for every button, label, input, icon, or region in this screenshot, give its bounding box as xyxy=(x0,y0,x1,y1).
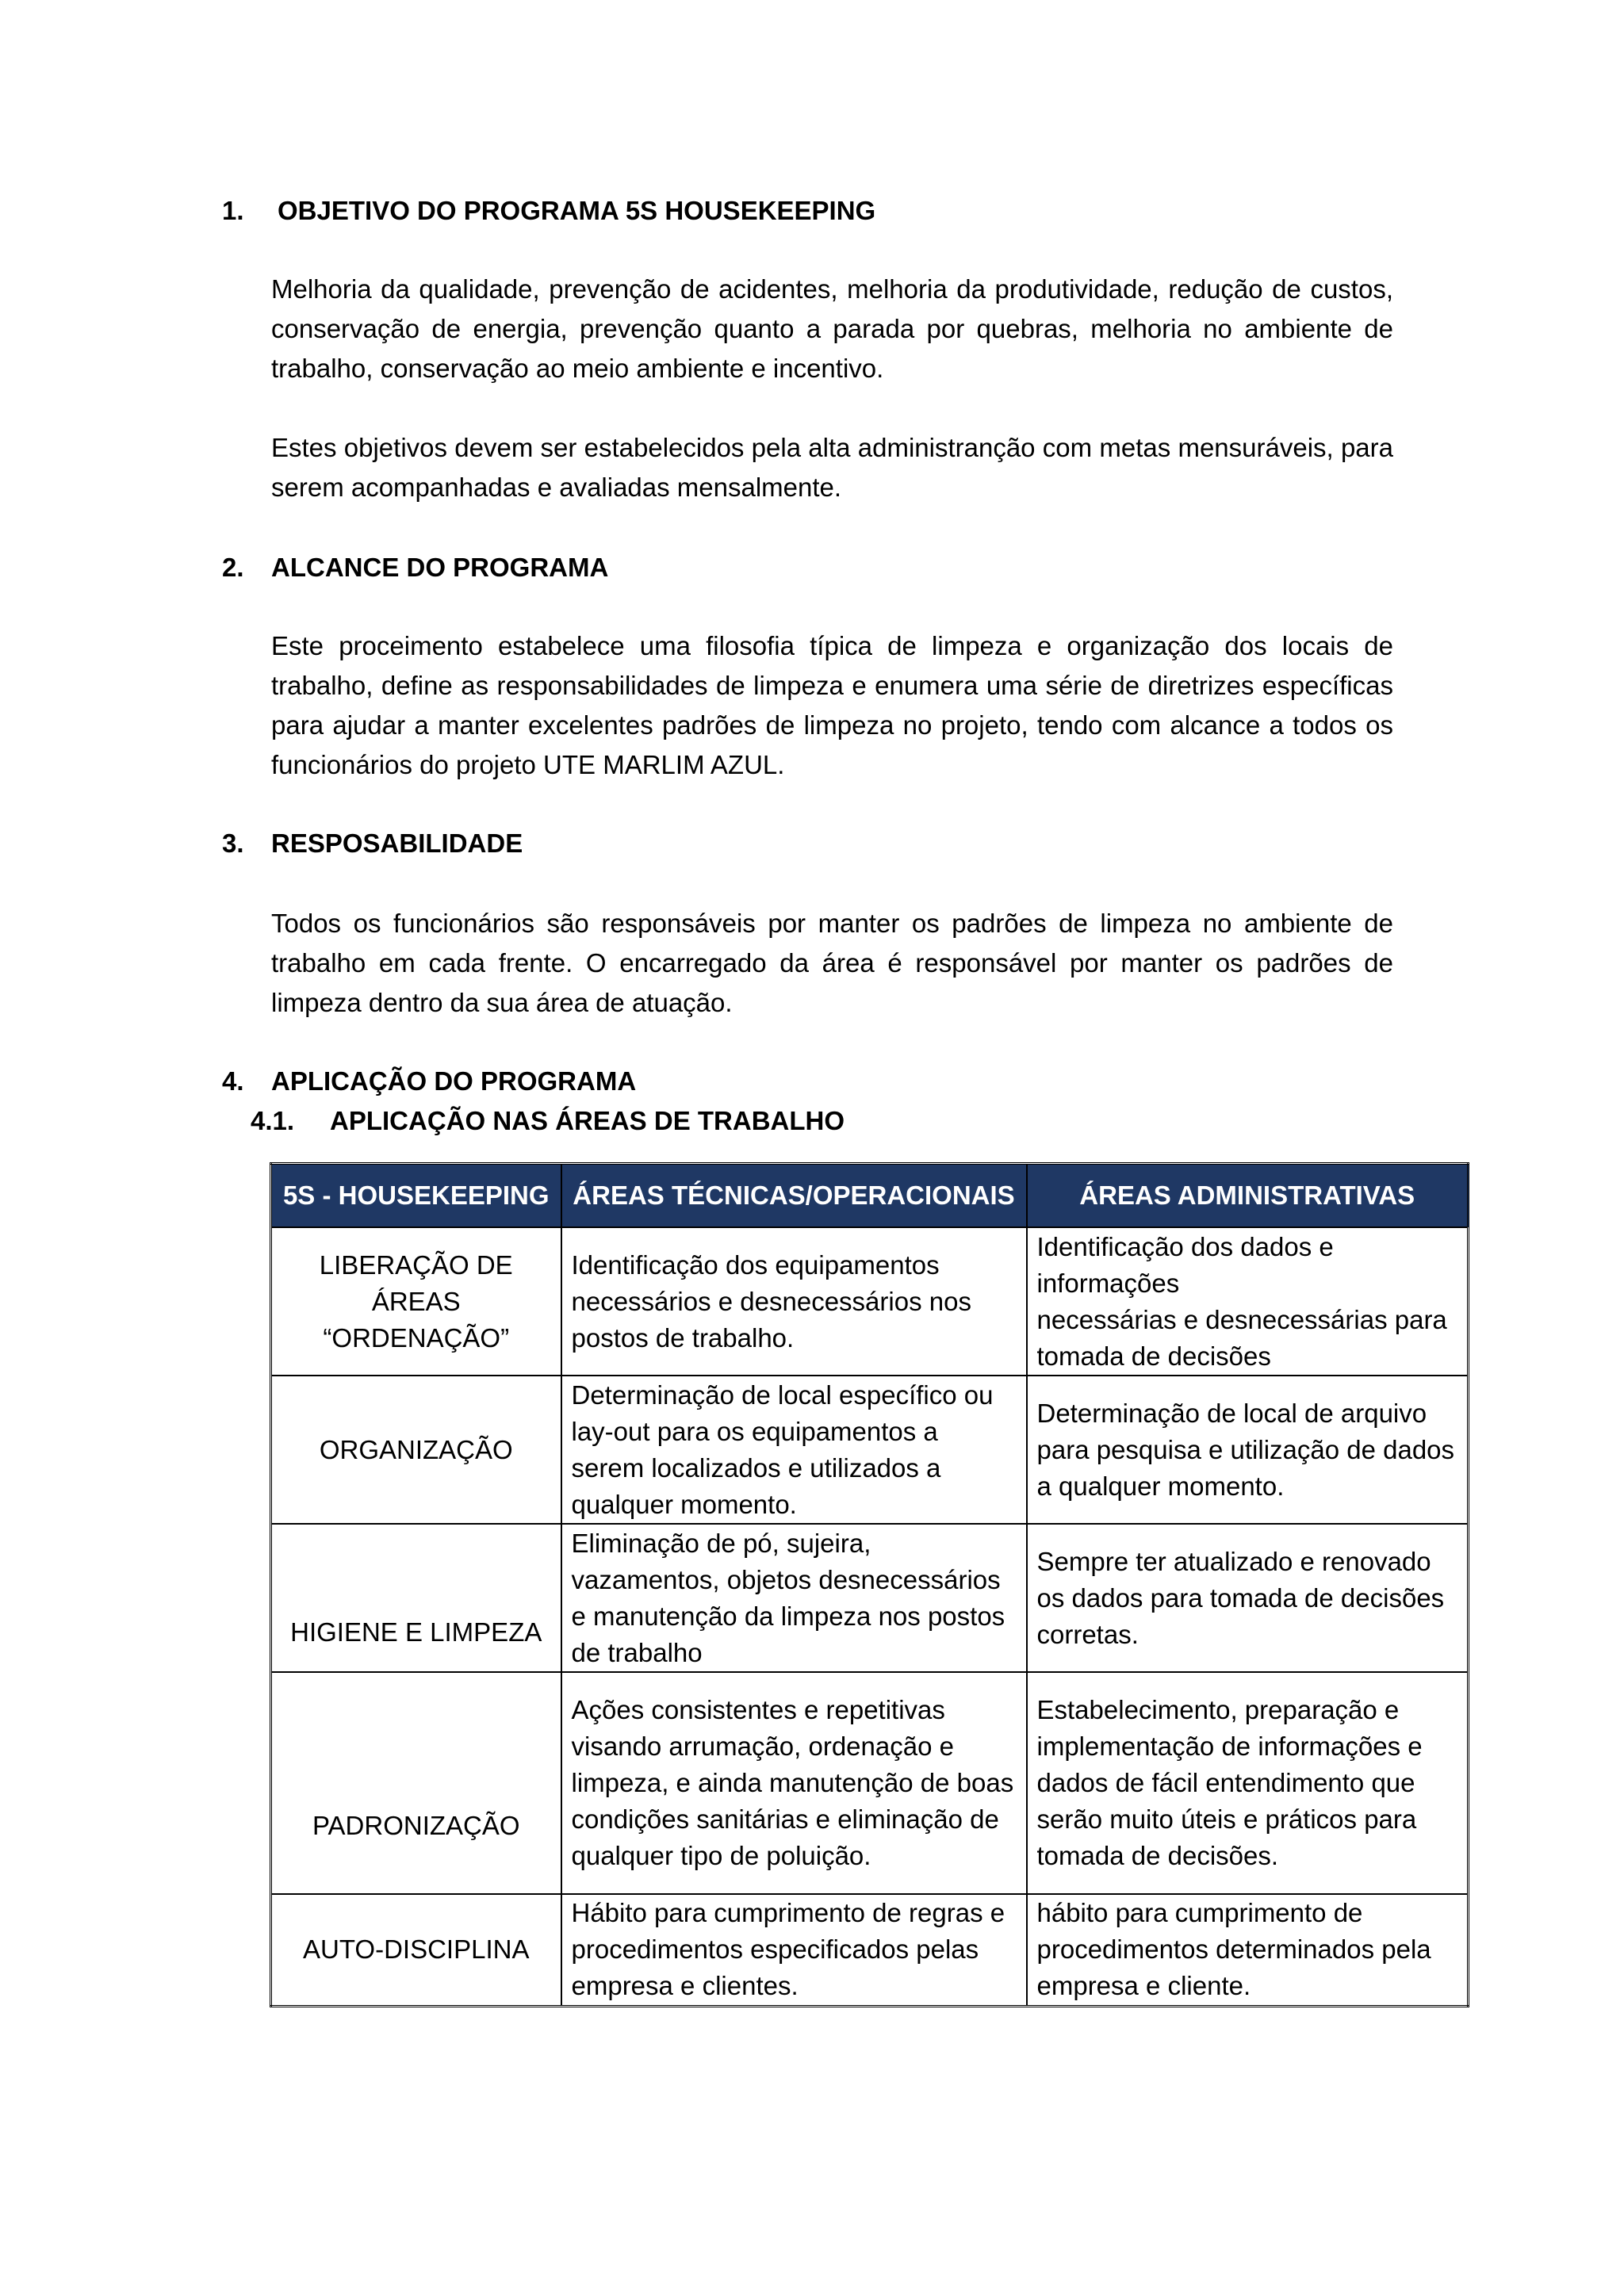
row-5-administrativas: hábito para cumprimento de procedimentos determinados pela empresa e cliente. xyxy=(1027,1894,1469,2006)
section-3-title: RESPOSABILIDADE xyxy=(271,828,523,858)
row-5-name: AUTO-DISCIPLINA xyxy=(271,1894,561,2006)
section-3-number: 3. xyxy=(222,828,244,858)
row-3-tecnicas: Eliminação de pó, sujeira, vazamentos, objetos desnecessários e manutenção da limpeza nos postos de trabalho xyxy=(561,1524,1027,1672)
section-3-paragraph-1: Todos os funcionários são responsáveis por manter os padrões de limpeza no ambiente de trabalho em cada frente. O encarregado da área é responsável por manter os padrões de limpeza dentro da sua área de atuação. xyxy=(271,909,1393,1017)
section-1-paragraph-2: Estes objetivos devem ser estabelecidos pela alta administranção com metas mensuráveis, para serem acompanhadas e avaliadas mensalmente. xyxy=(271,433,1393,502)
row-1-tecnicas: Identificação dos equipamentos necessários e desnecessários nos postos de trabalho. xyxy=(561,1227,1027,1376)
section-4-heading xyxy=(222,1066,636,1097)
section-4-1-number: 4.1. xyxy=(251,1106,295,1135)
section-1-paragraph-1: Melhoria da qualidade, prevenção de acidentes, melhoria da produtividade, redução de custos, conservação de energia, prevenção quanto a parada por quebras, melhoria no ambiente de trabalho, conservação ao meio ambiente e incentivo. xyxy=(271,274,1393,383)
row-3-administrativas: Sempre ter atualizado e renovado os dados para tomada de decisões corretas. xyxy=(1027,1524,1469,1672)
section-2-number: 2. xyxy=(222,553,244,582)
section-4-1-heading xyxy=(251,1105,845,1137)
row-5-tecnicas: Hábito para cumprimento de regras e procedimentos especificados pelas empresa e clientes. xyxy=(561,1894,1027,2006)
section-2-title: ALCANCE DO PROGRAMA xyxy=(271,553,609,582)
section-1-heading xyxy=(222,195,875,227)
section-1-title: OBJETIVO DO PROGRAMA 5S HOUSEKEEPING xyxy=(278,196,876,225)
table-row xyxy=(271,1672,1469,1894)
table-row xyxy=(271,1227,1469,1376)
table-header-row xyxy=(271,1164,1469,1228)
row-4-name: PADRONIZAÇÃO xyxy=(271,1672,561,1894)
header-areas-administrativas: ÁREAS ADMINISTRATIVAS xyxy=(1027,1164,1469,1228)
section-2-paragraph-1: Este proceimento estabelece uma filosofia típica de limpeza e organização dos locais de trabalho, define as responsabilidades de limpeza e enumera uma série de diretrizes específicas para ajudar a manter excelentes padrões de limpeza no projeto, tendo com alcance a todos os funcionários do projeto UTE MARLIM AZUL. xyxy=(271,631,1393,779)
row-2-tecnicas: Determinação de local específico ou lay-out para os equipamentos a serem localizados e utilizados a qualquer momento. xyxy=(561,1376,1027,1524)
header-5s-housekeeping: 5S - HOUSEKEEPING xyxy=(271,1164,561,1228)
row-1-name: LIBERAÇÃO DE ÁREAS “ORDENAÇÃO” xyxy=(271,1227,561,1376)
header-areas-tecnicas: ÁREAS TÉCNICAS/OPERACIONAIS xyxy=(561,1164,1027,1228)
section-3-heading xyxy=(222,828,523,859)
housekeeping-table xyxy=(270,1162,1469,2007)
section-4-1-title: APLICAÇÃO NAS ÁREAS DE TRABALHO xyxy=(330,1106,845,1135)
row-4-administrativas: Estabelecimento, preparação e implementação de informações e dados de fácil entendimento que serão muito úteis e práticos para tomada de decisões. xyxy=(1027,1672,1469,1894)
row-2-administrativas: Determinação de local de arquivo para pesquisa e utilização de dados a qualquer momento. xyxy=(1027,1376,1469,1524)
table-row xyxy=(271,1524,1469,1672)
row-2-name: ORGANIZAÇÃO xyxy=(271,1376,561,1524)
section-4-number: 4. xyxy=(222,1066,244,1096)
table-row xyxy=(271,1376,1469,1524)
section-2-heading xyxy=(222,552,608,584)
row-4-tecnicas: Ações consistentes e repetitivas visando arrumação, ordenação e limpeza, e ainda manutenção de boas condições sanitárias e eliminação de qualquer tipo de poluição. xyxy=(561,1672,1027,1894)
table-row xyxy=(271,1894,1469,2006)
row-3-name: HIGIENE E LIMPEZA xyxy=(271,1524,561,1672)
section-4-title: APLICAÇÃO DO PROGRAMA xyxy=(271,1066,637,1096)
row-1-administrativas: Identificação dos dados e informações necessárias e desnecessárias para tomada de decisões xyxy=(1027,1227,1469,1376)
section-1-number: 1. xyxy=(222,196,244,225)
